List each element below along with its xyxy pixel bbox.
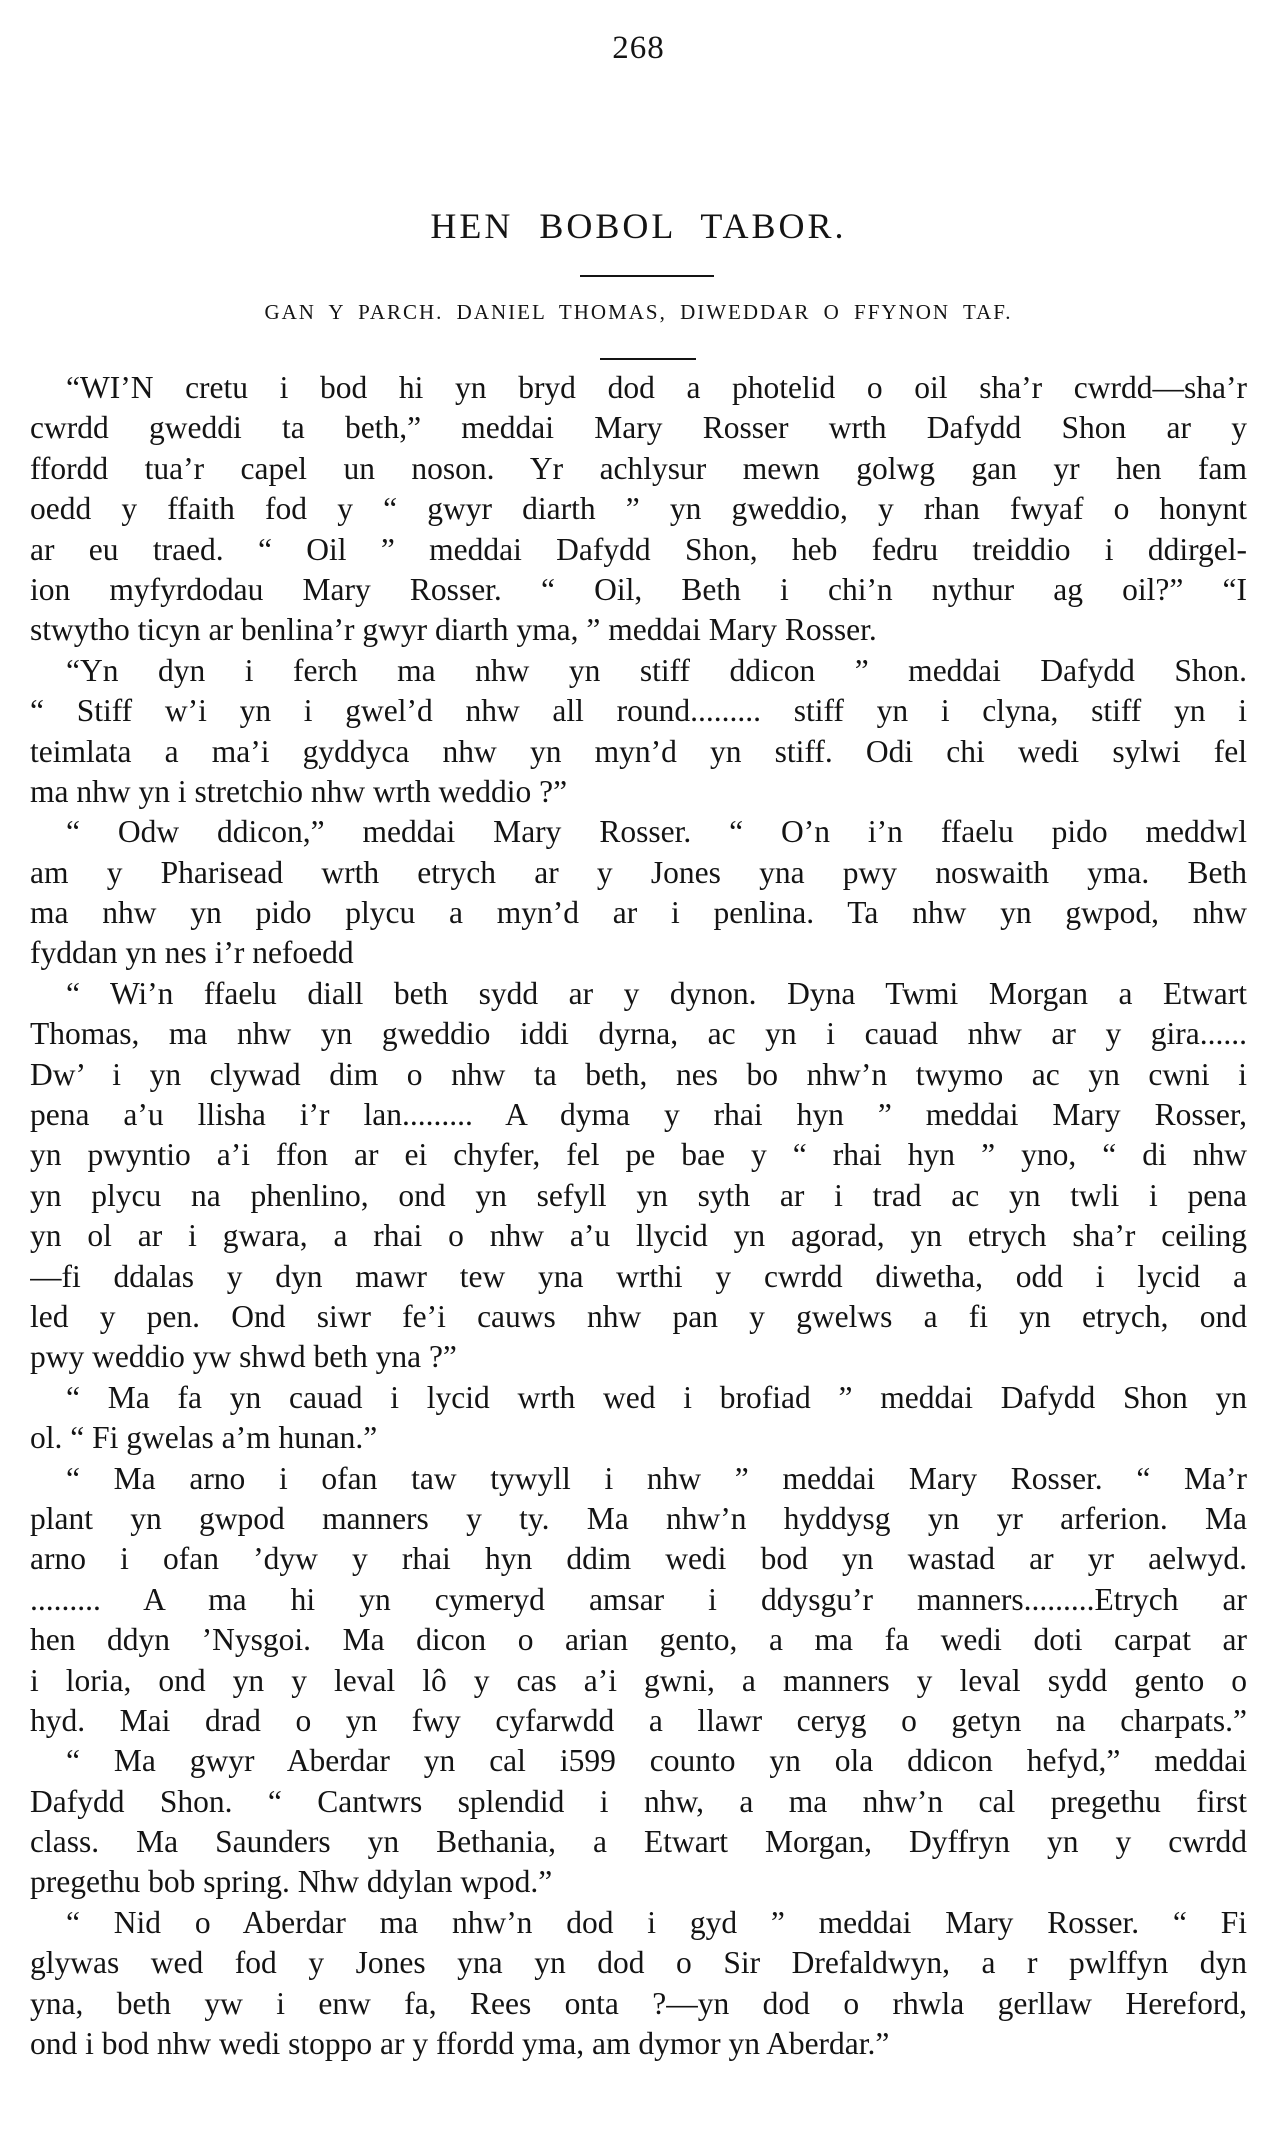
text-line: Dafydd Shon. “ Cantwrs splendid i nhw, a ma nhw’n cal pregethu first [30, 1783, 1247, 1819]
text-line: Thomas, ma nhw yn gweddio iddi dyrna, ac yn i cauad nhw ar y gira...... [30, 1016, 1247, 1052]
article-body [30, 368, 1247, 2064]
text-line: arno i ofan ’dyw y rhai hyn ddim wedi bod yn wastad ar yr aelwyd. [30, 1541, 1247, 1577]
author-byline: GAN Y PARCH. DANIEL THOMAS, DIWEDDAR O FFYNON TAF. [264, 300, 1013, 324]
text-line: i loria, ond yn y leval lô y cas a’i gwni, a manners y leval sydd gento o [30, 1662, 1247, 1698]
text-line: oedd y ffaith fod y “ gwyr diarth ” yn gweddio, y rhan fwyaf o honynt [30, 491, 1247, 527]
text-line: am y Pharisead wrth etrych ar y Jones yna pwy noswaith yma. Beth [30, 854, 1247, 890]
title-divider [580, 275, 714, 277]
text-line: “ Ma arno i ofan taw tywyll i nhw ” meddai Mary Rosser. “ Ma’r [66, 1460, 1247, 1496]
text-line: stwytho ticyn ar benlina’r gwyr diarth yma, ” meddai Mary Rosser. [30, 612, 877, 648]
text-line: “ Ma fa yn cauad i lycid wrth wed i brofiad ” meddai Dafydd Shon yn [66, 1379, 1247, 1415]
text-line: pena a’u llisha i’r lan......... A dyma y rhai hyn ” meddai Mary Rosser, [30, 1097, 1247, 1133]
text-line: —fi ddalas y dyn mawr tew yna wrthi y cwrdd diwetha, odd i lycid a [30, 1258, 1247, 1294]
text-line: class. Ma Saunders yn Bethania, a Etwart Morgan, Dyffryn yn y cwrdd [30, 1824, 1247, 1860]
text-line: “ Odw ddicon,” meddai Mary Rosser. “ O’n i’n ffaelu pido meddwl [66, 814, 1247, 850]
text-line: yna, beth yw i enw fa, Rees onta ?—yn dod o rhwla gerllaw Hereford, [30, 1985, 1247, 2021]
text-line: “WI’N cretu i bod hi yn bryd dod a photelid o oil sha’r cwrdd—sha’r [66, 370, 1247, 405]
byline-divider [600, 358, 696, 360]
text-line: “ Nid o Aberdar ma nhw’n dod i gyd ” meddai Mary Rosser. “ Fi [66, 1904, 1247, 1940]
text-line: ......... A ma hi yn cymeryd amsar i ddysgu’r manners.........Etrych ar [30, 1581, 1247, 1617]
text-line: ion myfyrdodau Mary Rosser. “ Oil, Beth i chi’n nythur ag oil?” “I [30, 571, 1247, 607]
text-line: “ Stiff w’i yn i gwel’d nhw all round......... stiff yn i clyna, stiff yn i [30, 693, 1247, 729]
page-number: 268 [612, 30, 665, 66]
text-line: “ Wi’n ffaelu diall beth sydd ar y dynon. Dyna Twmi Morgan a Etwart [66, 975, 1247, 1011]
text-line: yn plycu na phenlino, ond yn sefyll yn syth ar i trad ac yn twli i pena [30, 1177, 1247, 1213]
text-line: ffordd tua’r capel un noson. Yr achlysur mewn golwg gan yr hen fam [30, 450, 1247, 486]
text-line: yn pwyntio a’i ffon ar ei chyfer, fel pe bae y “ rhai hyn ” yno, “ di nhw [30, 1137, 1247, 1173]
text-line: hyd. Mai drad o yn fwy cyfarwdd a llawr ceryg o getyn na charpats.” [30, 1702, 1247, 1738]
text-line: teimlata a ma’i gyddyca nhw yn myn’d yn stiff. Odi chi wedi sylwi fel [30, 733, 1247, 769]
text-line: ar eu traed. “ Oil ” meddai Dafydd Shon, heb fedru treiddio i ddirgel- [30, 531, 1247, 567]
text-line: glywas wed fod y Jones yna yn dod o Sir Drefaldwyn, a r pwlffyn dyn [30, 1945, 1247, 1981]
text-line: ol. “ Fi gwelas a’m hunan.” [30, 1420, 378, 1456]
text-line: yn ol ar i gwara, a rhai o nhw a’u llycid yn agorad, yn etrych sha’r ceiling [30, 1218, 1247, 1254]
text-line: pwy weddio yw shwd beth yna ?” [30, 1339, 457, 1375]
text-line: fyddan yn nes i’r nefoedd [30, 935, 354, 971]
text-line: cwrdd gweddi ta beth,” meddai Mary Rosser wrth Dafydd Shon ar y [30, 410, 1247, 446]
text-line: “Yn dyn i ferch ma nhw yn stiff ddicon ” meddai Dafydd Shon. [66, 652, 1247, 688]
text-line: hen ddyn ’Nysgoi. Ma dicon o arian gento, a ma fa wedi doti carpat ar [30, 1622, 1247, 1658]
text-line: pregethu bob spring. Nhw ddylan wpod.” [30, 1864, 553, 1900]
text-line: ma nhw yn i stretchio nhw wrth weddio ?” [30, 773, 568, 809]
text-line: led y pen. Ond siwr fe’i cauws nhw pan y gwelws a fi yn etrych, ond [30, 1298, 1247, 1334]
text-line: plant yn gwpod manners y ty. Ma nhw’n hyddysg yn yr arferion. Ma [30, 1500, 1247, 1536]
text-line: ma nhw yn pido plycu a myn’d ar i penlina. Ta nhw yn gwpod, nhw [30, 895, 1247, 931]
text-line: ond i bod nhw wedi stoppo ar y ffordd yma, am dymor yn Aberdar.” [30, 2026, 890, 2062]
text-line: Dw’ i yn clywad dim o nhw ta beth, nes bo nhw’n twymo ac yn cwni i [30, 1056, 1247, 1092]
article-title: HEN BOBOL TABOR. [430, 206, 847, 246]
text-line: “ Ma gwyr Aberdar yn cal i599 counto yn ola ddicon hefyd,” meddai [66, 1743, 1247, 1779]
